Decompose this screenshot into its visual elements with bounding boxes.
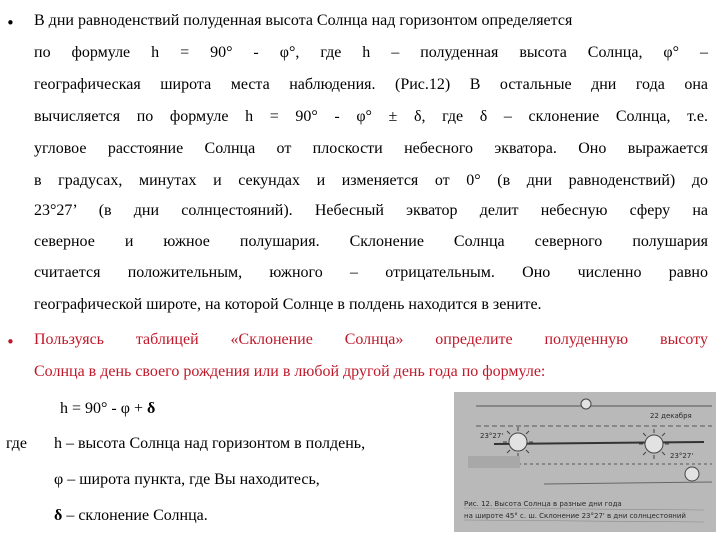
figure-label-left: 23°27' (480, 432, 504, 440)
p1-line-5: угловое расстояние Солнца от плоскости небесного экватора. Оно выражается (34, 140, 708, 157)
bullet-1: • (6, 14, 15, 32)
figure-caption-1: Рис. 12. Высота Солнца в разные дни года (464, 500, 622, 508)
p1-line-2: по формуле h = 90° - φ°, где h – полуденная высота Солнца, φ° – (34, 44, 708, 61)
figure-sun-left (503, 427, 533, 457)
sun-declination-figure (454, 392, 716, 532)
p1-line-9: считается положительным, южного – отрицательным. Оно численно равно (34, 264, 708, 281)
formula-delta: δ (147, 400, 156, 417)
figure-caption-rule-2 (464, 520, 704, 522)
p2-line-1: Пользуясь таблицей «Склонение Солнца» определите полуденную высоту (34, 331, 708, 348)
p1-line-10: географической широте, на которой Солнце в полдень находится в зените. (34, 296, 542, 313)
figure-sun-bottom (685, 467, 699, 481)
formula-main: h = 90° - φ + (60, 400, 148, 417)
definition-phi: φ – широта пункта, где Вы находитесь, (54, 471, 320, 488)
where-label: где (6, 435, 28, 452)
figure-shadow-block (468, 456, 520, 468)
p1-line-7: 23°27’ (в дни солнцестояний). Небесный экватор делит небесную сферу на (34, 202, 708, 219)
definition-delta (54, 506, 208, 526)
figure-caption-rule-1 (464, 508, 704, 510)
formula (60, 399, 155, 419)
p2-line-2: Солнца в день своего рождения или в любой другой день года по формуле: (34, 363, 546, 380)
p1-line-4: вычисляется по формуле h = 90° - φ° ± δ, где δ – склонение Солнца, т.е. (34, 108, 708, 125)
figure-sun-top (581, 399, 591, 409)
bullet-2: • (6, 333, 15, 351)
definition-delta-text: – склонение Солнца. (62, 507, 208, 524)
figure-label-right: 23°27' (670, 452, 694, 460)
figure-line-bottom (544, 482, 712, 484)
p1-line-3: географическая широта места наблюдения. (Рис.12) В остальные дни года она (34, 76, 708, 93)
p1-line-6: в градусах, минутах и секундах и изменяется от 0° (в дни равноденствий) до (34, 172, 708, 189)
figure-sun-right (639, 429, 669, 459)
p1-line-8: северное и южное полушария. Склонение Солнца северного полушария (34, 233, 708, 250)
p1-line-1: В дни равноденствий полуденная высота Солнца над горизонтом определяется (34, 12, 573, 29)
definition-delta-symbol: δ (54, 507, 63, 524)
figure-label-top-right: 22 декабря (650, 412, 692, 420)
figure-caption-2: на широте 45° с. ш. Склонение 23°27' в дни солнцестояний (464, 512, 686, 520)
definition-h: h – высота Солнца над горизонтом в полдень, (54, 435, 366, 452)
